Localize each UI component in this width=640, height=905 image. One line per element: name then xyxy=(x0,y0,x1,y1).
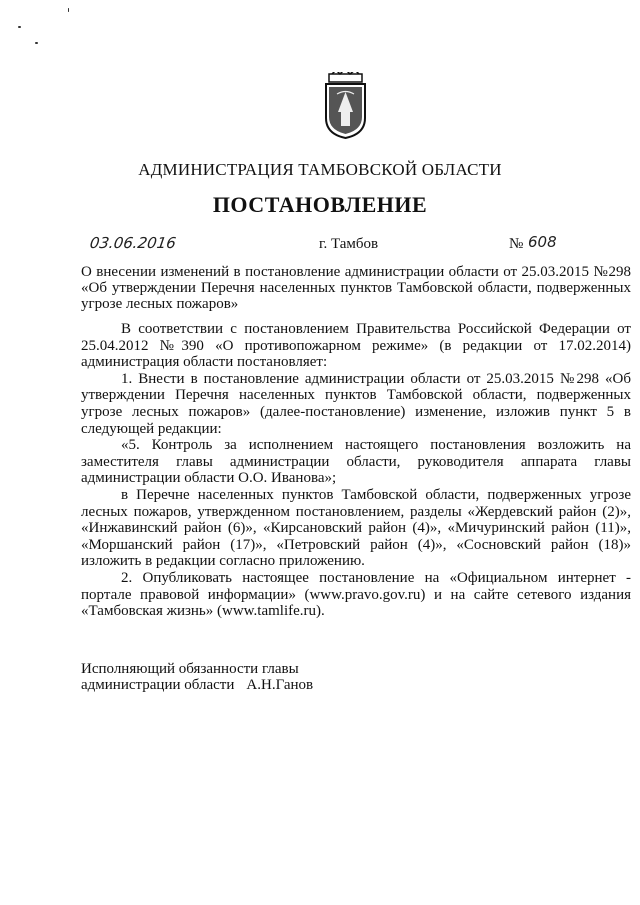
document-body xyxy=(81,321,631,620)
body-paragraph-quote: «5. Контроль за исполнением настоящего постановления возложить на заместителя главы администрации области, руководителя аппарата главы администрации области О.О. Иванова»; xyxy=(81,437,631,487)
coat-of-arms-icon xyxy=(323,72,368,140)
signature-name: А.Н.Ганов xyxy=(246,677,314,693)
document-type-heading: ПОСТАНОВЛЕНИЕ xyxy=(212,192,428,217)
organization-title: АДМИНИСТРАЦИЯ ТАМБОВСКОЙ ОБЛАСТИ xyxy=(138,160,502,179)
body-paragraph-item-2: 2. Опубликовать настоящее постановление на «Официальном интернет - портале правовой информации» (www.pravo.gov.ru) и на сайте сетевого издания «Тамбовская жизнь» (www.tamlife.ru). xyxy=(81,569,631,620)
body-paragraph-list-change: в Перечне населенных пунктов Тамбовской области, подверженных угрозе лесных пожаров, утвержденном постановлением, разделы «Жердевский район (2)», «Инжавинский район (6)», «Кирсановский район (4)», «Мичуринский район (11)», «Моршанский район (17)», «Петровский район (4)», «Сосновский район (18)» изложить в редакции согласно приложению. xyxy=(81,486,631,570)
signature-title-line2: администрации области xyxy=(81,677,235,693)
scan-artifact xyxy=(35,42,38,44)
document-number: 608 xyxy=(528,233,557,251)
signature-block xyxy=(81,661,313,693)
scan-artifact xyxy=(68,8,69,12)
scan-artifact xyxy=(18,26,21,28)
body-paragraph-item-1: 1. Внести в постановление администрации области от 25.03.2015 №298 «Об утверждении Перечня населенных пунктов Тамбовской области, подверженных угрозе лесных пожаров» (далее-постановление) изменение, изложив пункт 5 в следующей редакции: xyxy=(81,370,631,437)
document-date: 03.06.2016 xyxy=(88,234,178,252)
signature-title-line1: Исполняющий обязанности главы xyxy=(81,661,299,677)
document-subject: О внесении изменений в постановление администрации области от 25.03.2015 №298 «Об утверждении Перечня населенных пунктов Тамбовской области, подверженных угрозе лесных пожаров» xyxy=(81,264,631,312)
body-paragraph-preamble: В соответствии с постановлением Правительства Российской Федерации от 25.04.2012 №390 «О противопожарном режиме» (в редакции от 17.02.2014) администрация области постановляет: xyxy=(81,321,631,371)
document-city: г. Тамбов xyxy=(319,236,379,252)
document-number-label: № xyxy=(509,236,524,252)
